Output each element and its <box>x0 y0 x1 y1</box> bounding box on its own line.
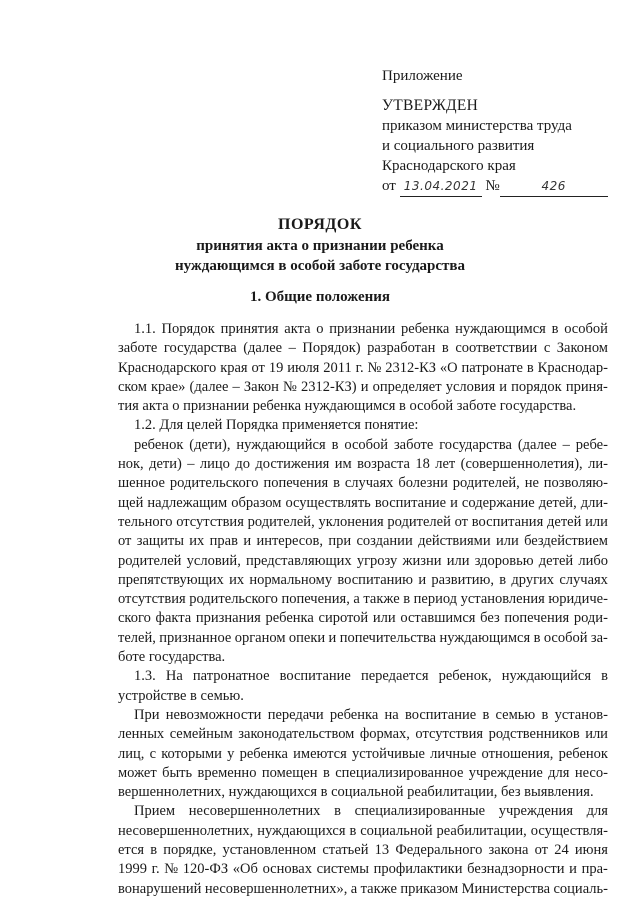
document-subtitle-line-2: нуждающимся в особой заботе государства <box>174 258 466 274</box>
body-line: несовершеннолетних, нуждающихся в социальной реабилитации, осуществля- <box>118 822 608 839</box>
body-line: 1999 г. № 120-ФЗ «Об основах системы профилактики безнадзорности и пра- <box>118 861 608 878</box>
body-line: тельного отсутствия родителей, уклонения родителей от воспитания детей или <box>118 513 608 530</box>
body-line: ском крае» (далее – Закон № 2312-КЗ) и определяет условия и порядок приня- <box>118 378 608 395</box>
body-line: Краснодарского края от 19 июля 2011 г. № 2312-КЗ «О патронате в Краснодар- <box>118 359 608 376</box>
body-line: вонарушений несовершеннолетних», а также приказом Министерства социаль- <box>118 880 608 897</box>
date-prefix: от <box>382 178 396 194</box>
appendix-label: Приложение <box>382 68 463 84</box>
order-number-handwritten: 426 <box>500 176 608 197</box>
order-date-number-line <box>382 176 612 197</box>
body-line: устройстве в семью. <box>118 687 244 704</box>
body-line: препятствующих их нормальному воспитанию и развитию, в других случаях <box>118 571 608 588</box>
body-line: отсутствия родительского попечения, а также в период установления юридиче- <box>118 591 608 608</box>
body-line: ского факта признания ребенка сиротой или оставшимся без попечения роди- <box>118 610 608 627</box>
section-body <box>118 320 608 899</box>
body-line: нок, дети) – лицо до достижения им возраста 18 лет (совершеннолетия), ли- <box>118 456 608 473</box>
document-title-block <box>0 214 640 276</box>
body-line: 1.1. Порядок принятия акта о признании ребенка нуждающимся в особой <box>134 321 608 337</box>
body-line: ленных семейным законодательством формах, отсутствия родственников или <box>118 726 608 743</box>
document-title: ПОРЯДОК <box>278 216 362 233</box>
body-line: боте государства. <box>118 649 226 666</box>
body-line: тия акта о признании ребенка нуждающимся в особой заботе государства. <box>118 398 577 415</box>
body-line: ребенок (дети), нуждающийся в особой заботе государства (далее – ребе- <box>134 436 608 453</box>
body-line: от защиты их прав и интересов, при создании действиями или бездействием <box>118 533 608 550</box>
approved-label: УТВЕРЖДЕН <box>382 97 479 114</box>
order-line-3: Краснодарского края <box>382 158 516 174</box>
section-heading: 1. Общие положения <box>249 289 391 305</box>
order-line-1: приказом министерства труда <box>382 118 572 134</box>
body-line: Прием несовершеннолетних в специализированные учреждения для <box>134 803 608 820</box>
body-line: телей, признанное органом опеки и попечительства нуждающимся в особой за- <box>118 629 608 646</box>
approval-block <box>382 66 612 197</box>
body-line: лиц, с которыми у ребенка имеются устойчивые личные отношения, ребенок <box>118 745 608 762</box>
body-line: заботе государства (далее – Порядок) разработан в соответствии с Законом <box>118 340 608 357</box>
body-line: 1.2. Для целей Порядка применяется понятие: <box>134 417 419 434</box>
body-line: ется в порядке, установленном статьей 13 Федерального закона от 24 июня <box>118 842 608 859</box>
body-line: 1.3. На патронатное воспитание передается ребенок, нуждающийся в <box>134 668 608 685</box>
number-prefix: № <box>485 178 500 194</box>
document-subtitle-line-1: принятия акта о признании ребенка <box>196 238 444 254</box>
body-line: вершеннолетних, нуждающихся в социальной реабилитации, без выявления. <box>118 784 594 801</box>
body-line: родителей условий, представляющих угрозу жизни или здоровью детей либо <box>118 552 608 569</box>
order-date-handwritten: 13.04.2021 <box>400 176 482 197</box>
body-line: При невозможности передачи ребенка на воспитание в семью в установ- <box>134 706 608 723</box>
order-line-2: и социального развития <box>382 138 535 154</box>
body-line: может быть временно помещен в специализированное учреждение для несо- <box>118 764 608 781</box>
body-line: шенное родительского попечения в случаях болезни родителей, не позволяю- <box>118 475 608 492</box>
body-line: щей надлежащим образом осуществлять воспитание и содержание детей, дли- <box>118 494 608 511</box>
